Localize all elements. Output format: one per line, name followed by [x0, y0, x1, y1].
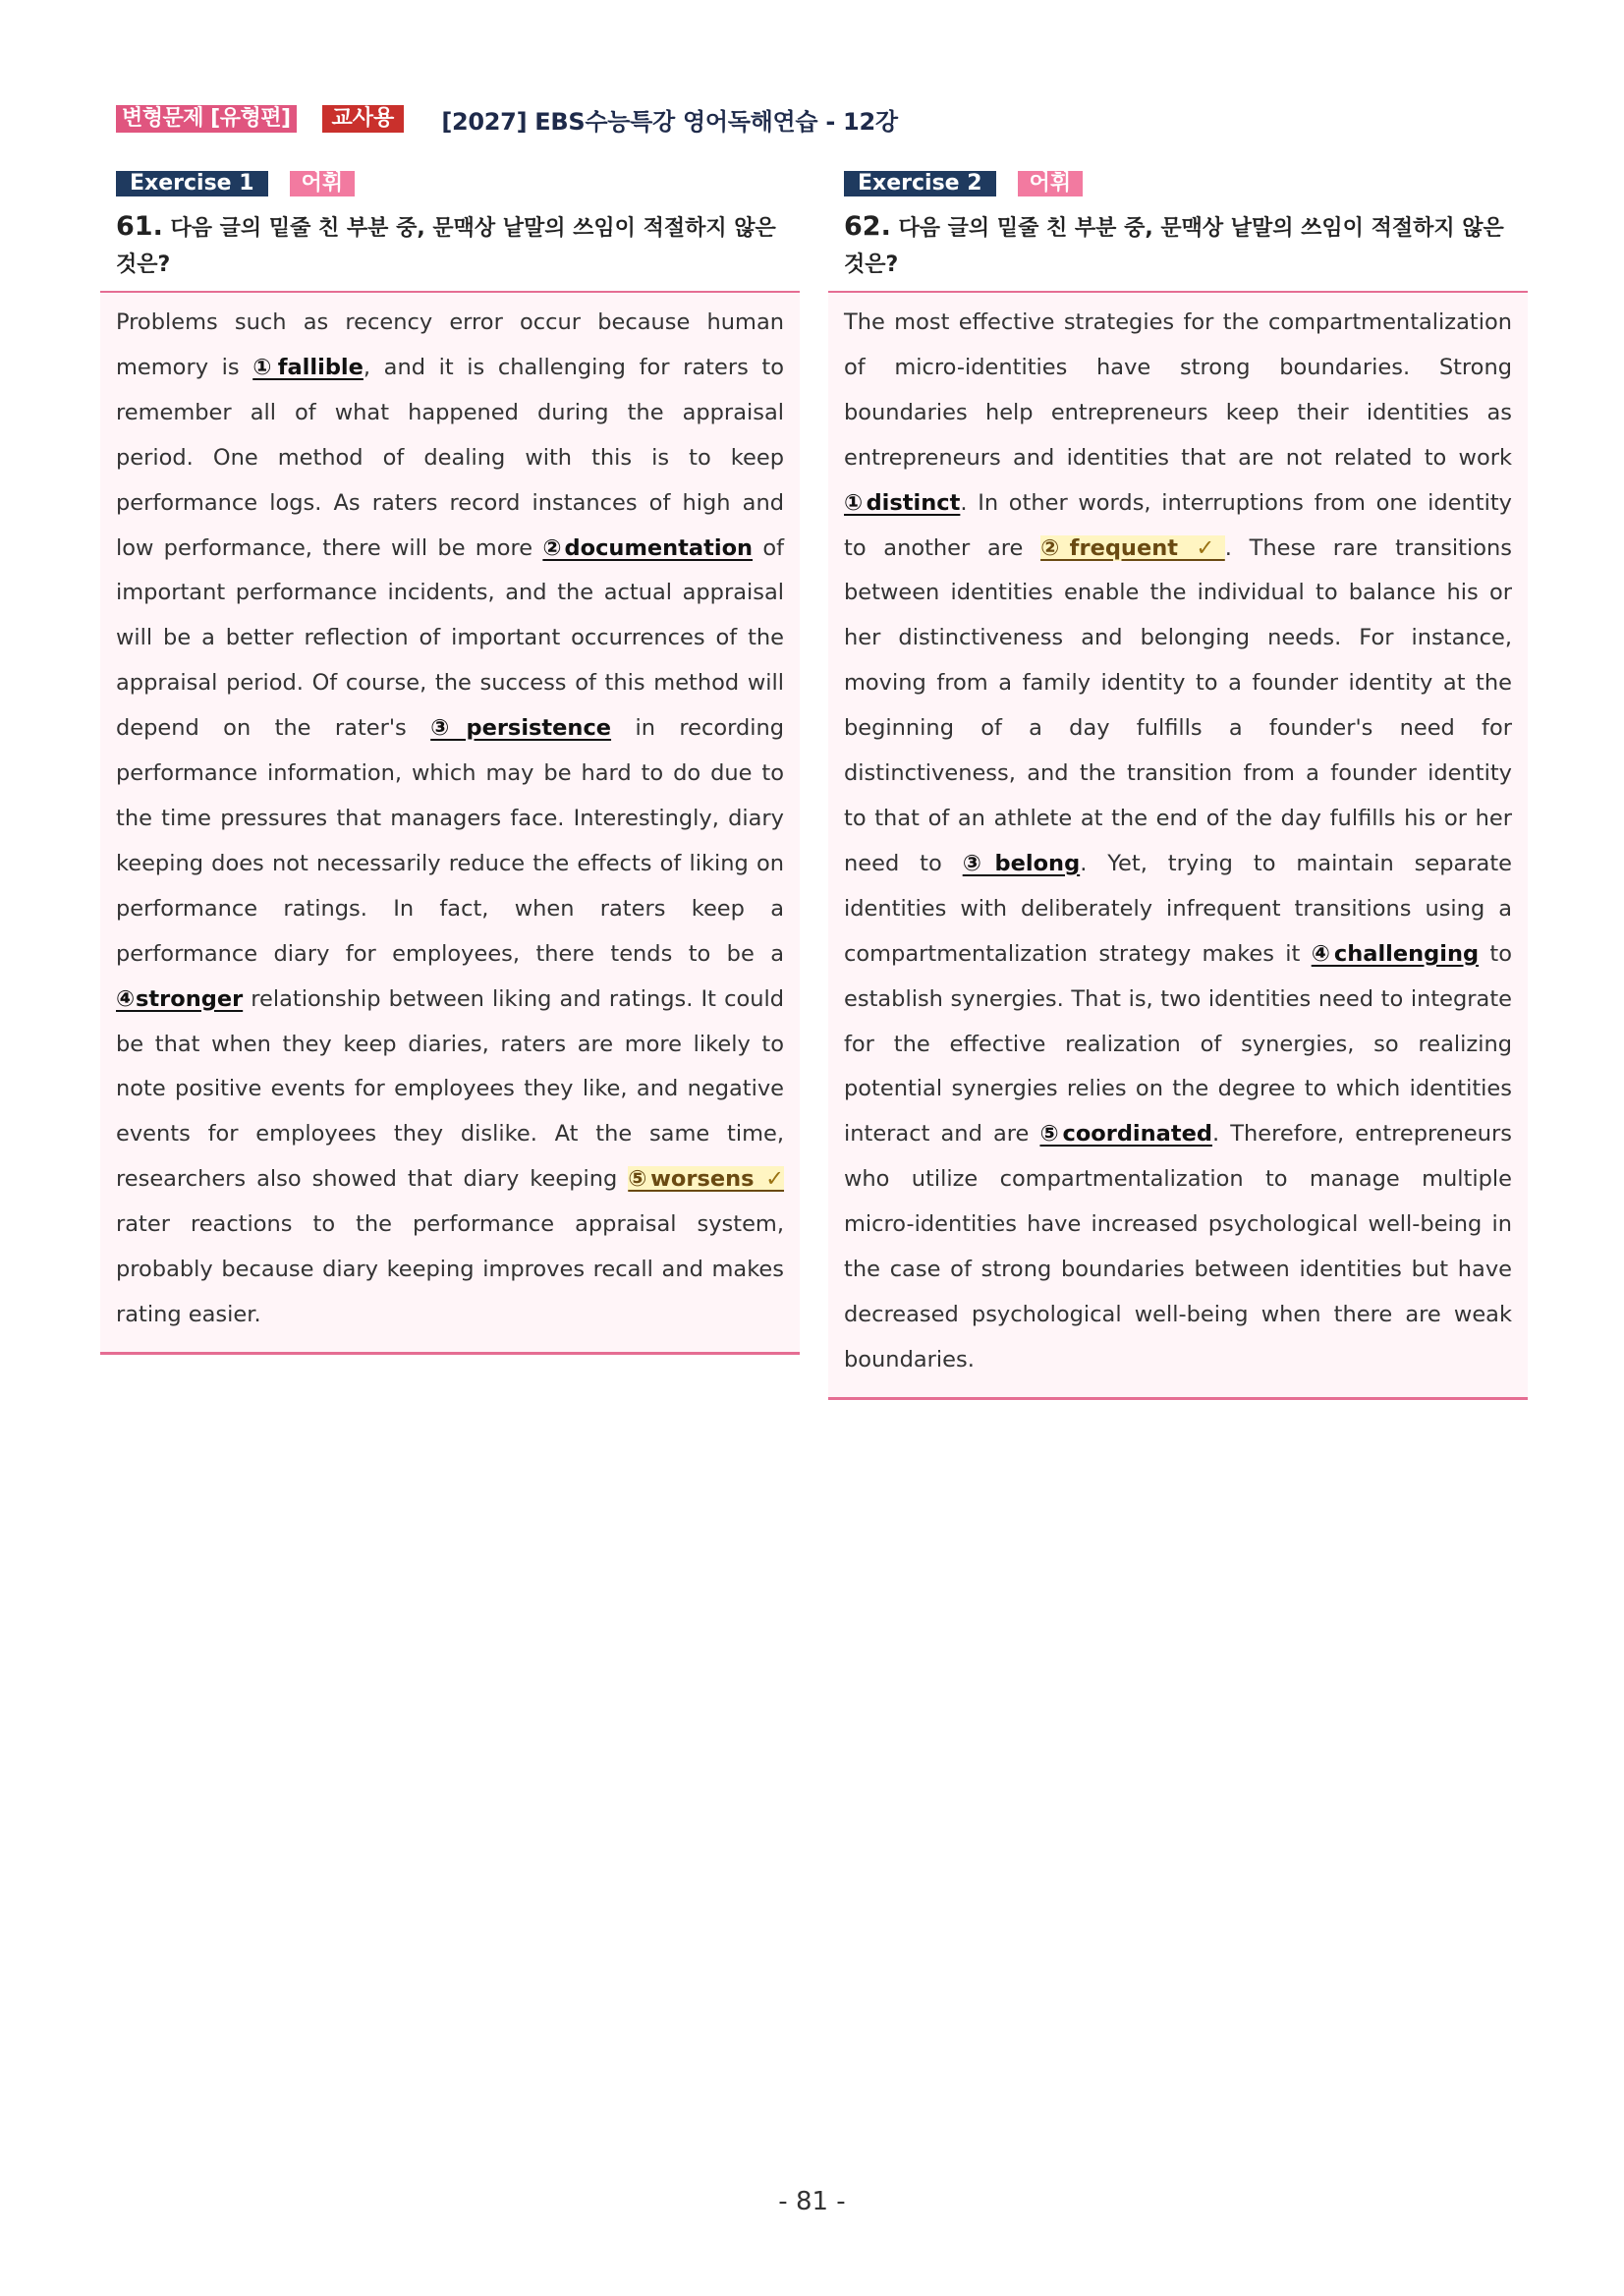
exercise-2-header	[844, 171, 1528, 196]
answer-word: ②frequent	[1040, 534, 1178, 561]
answer-choice-2	[1040, 535, 1225, 561]
check-mark-icon: ✓	[754, 1166, 785, 1193]
passage-text: . These rare transitions between identities enable the individual to balance his or her distinctiveness and belonging needs. For instance, moving from a family identity to a founder identity at the beginning of a day fulfills a founder's need for distinctiveness, and the transition from a founder identity to that of an athlete at the end of the day fulfills his or her need to	[844, 534, 1513, 876]
passage-62	[828, 291, 1528, 1400]
page-header	[116, 104, 898, 134]
document-title: [2027] EBS수능특강 영어독해연습 - 12강	[441, 107, 898, 136]
underlined-choice-4: ④challenging	[1311, 940, 1480, 967]
underlined-choice-3: ③belong	[962, 850, 1081, 876]
question-number: 62.	[844, 211, 891, 242]
passage-text: The most effective strategies for the compartmentalization of micro-identities have strong boundaries. Strong boundaries help entrepreneurs keep their identities as entrepreneurs and identities that are not related to work	[844, 309, 1512, 471]
exercise-1	[100, 171, 800, 1355]
passage-text: of important performance incidents, and the actual appraisal will be a better reflection of important occurrences of the appraisal period. Of course, the success of this method will depend on the rater's	[116, 534, 785, 742]
passage-text: . Yet, trying to maintain separate identities with deliberately infrequent transitions using a compartmentalization strategy makes it	[844, 850, 1513, 967]
passage-text: . Therefore, entrepreneurs who utilize compartmentalization to manage multiple micro-identities have increased psychological well-being in the case of strong boundaries between identities but have decreased psychological well-being when there are weak boundaries.	[844, 1121, 1512, 1372]
passage-text: rater reactions to the performance appraisal system, probably because diary keeping improves recall and makes rating easier.	[116, 1211, 784, 1327]
underlined-choice-4: ④stronger	[116, 985, 244, 1012]
answer-word: ⑤worsens	[628, 1166, 755, 1193]
check-mark-icon: ✓	[1177, 534, 1225, 561]
question-number: 61.	[116, 211, 163, 242]
passage-text: in recording performance information, which may be hard to do due to the time pressures that managers face. Interestingly, diary keeping does not necessarily reduce the effects of liking on performance ratings. In fact, when raters keep a performance diary for employees, there tends to be a	[116, 715, 785, 967]
passage-text: to establish synergies. That is, two identities need to integrate for the effective realization of synergies, so realizing potential synergies relies on the degree to which identities interact and are	[844, 940, 1513, 1148]
page-number: - 81 -	[778, 2187, 846, 2216]
question-62	[844, 208, 1512, 283]
audience-tag: 교사용	[322, 105, 405, 133]
question-text: 다음 글의 밑줄 친 부분 중, 문맥상 낱말의 쓰임이 적절하지 않은 것은?	[116, 216, 776, 277]
exercise-type-tag: 어휘	[1018, 171, 1084, 196]
question-text: 다음 글의 밑줄 친 부분 중, 문맥상 낱말의 쓰임이 적절하지 않은 것은?	[844, 216, 1504, 277]
underlined-choice-3: ③persistence	[430, 715, 612, 742]
underlined-choice-5: ⑤coordinated	[1039, 1121, 1212, 1148]
passage-text: relationship between liking and ratings. It could be that when they keep diaries, raters are more likely to note positive events for employees they like, and negative events for employees they dislike. At the same time, researchers also showed that diary keeping	[116, 985, 785, 1193]
passage-text: Problems such as recency error occur because human memory is	[116, 309, 784, 380]
exercise-type-tag: 어휘	[290, 171, 356, 196]
exercise-badge: Exercise 2	[844, 171, 996, 196]
exercise-2	[828, 171, 1528, 1400]
underlined-choice-2: ②documentation	[542, 534, 754, 561]
underlined-choice-1: ①distinct	[844, 489, 961, 516]
answer-choice-5	[628, 1166, 784, 1192]
passage-text: . In other words, interruptions from one identity to another are	[844, 489, 1512, 561]
problem-type-tag: 변형문제 [유형편]	[116, 105, 297, 133]
exercise-1-header	[116, 171, 800, 196]
passage-text: , and it is challenging for raters to remember all of what happened during the appraisal period. One method of dealing with this is to keep performance logs. As raters record instances of high and low performance, there will be more	[116, 354, 784, 561]
underlined-choice-1: ①fallible	[252, 354, 364, 380]
passage-61	[100, 291, 800, 1355]
exercise-badge: Exercise 1	[116, 171, 268, 196]
question-61	[116, 208, 784, 283]
